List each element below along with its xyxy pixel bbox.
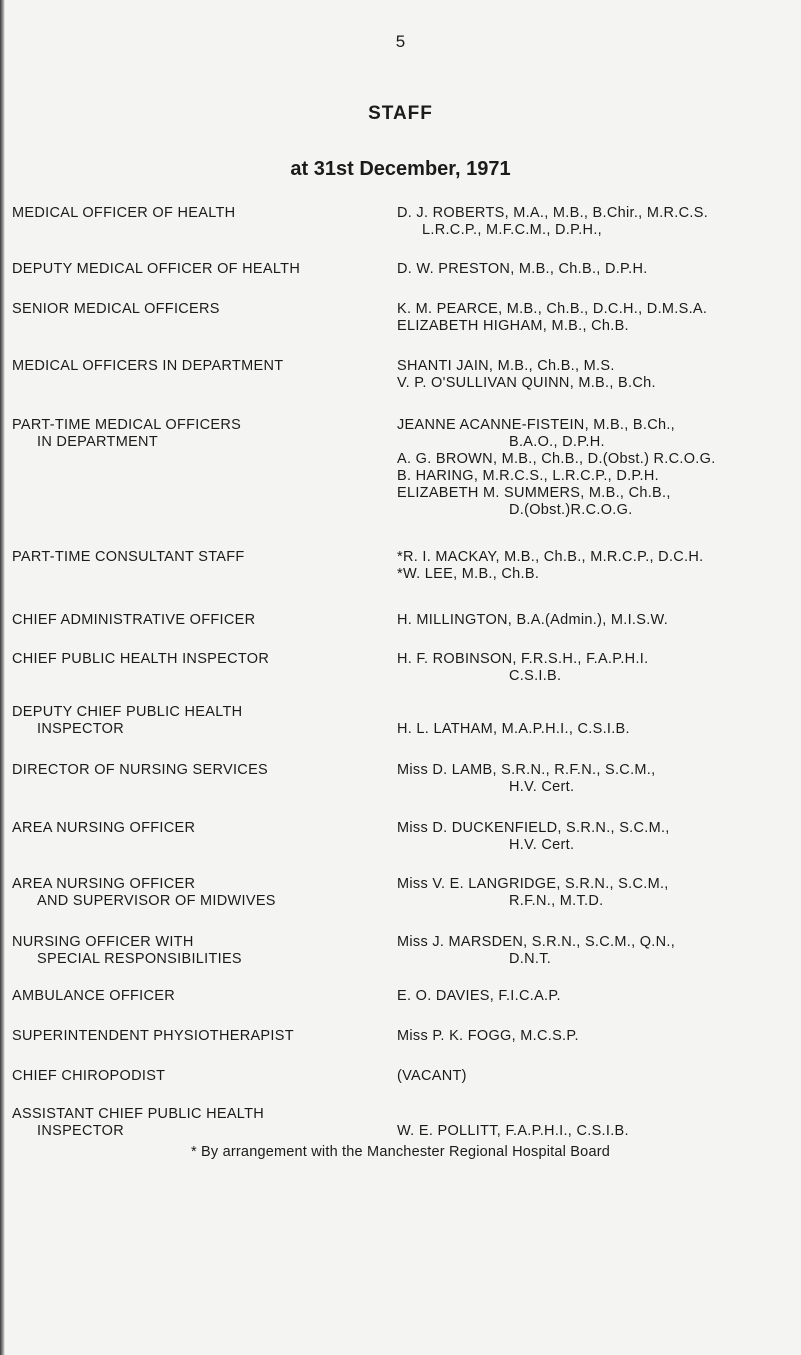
name-line: W. E. POLLITT, F.A.P.H.I., C.S.I.B. [397,1123,629,1139]
name-line: Miss D. DUCKENFIELD, S.R.N., S.C.M., [397,820,670,836]
role-line: DEPUTY CHIEF PUBLIC HEALTH [12,704,243,720]
page-number: 5 [395,32,406,51]
role-title [12,1068,382,1085]
staff-names [397,762,792,796]
name-line: R.F.N., M.T.D. [509,893,604,909]
name-line: C.S.I.B. [509,668,562,684]
name-line [397,1106,792,1123]
name-line: (VACANT) [397,1068,467,1084]
role-title [12,417,382,451]
name-line: Miss V. E. LANGRIDGE, S.R.N., S.C.M., [397,876,669,892]
name-line: ELIZABETH HIGHAM, M.B., Ch.B. [397,318,629,334]
name-line: D.(Obst.)R.C.O.G. [509,502,633,518]
role-title [12,988,382,1005]
footnote: * By arrangement with the Manchester Regional Hospital Board [190,1144,611,1160]
name-line: L.R.C.P., M.F.C.M., D.P.H., [422,222,602,238]
staff-names [397,1106,792,1140]
staff-names [397,820,792,854]
name-line: Miss P. K. FOGG, M.C.S.P. [397,1028,579,1044]
staff-names [397,549,792,583]
name-line: D.N.T. [509,951,552,967]
role-line: NURSING OFFICER WITH [12,934,194,950]
page-subtitle: at 31st December, 1971 [290,158,511,180]
role-title [12,1028,382,1045]
staff-names [397,1068,792,1085]
page-title: STAFF [368,103,433,124]
staff-names [397,988,792,1005]
role-title [12,651,382,668]
role-title [12,549,382,566]
staff-names [397,261,792,278]
role-line: CHIEF CHIROPODIST [12,1068,166,1084]
role-title [12,1106,382,1140]
role-title [12,358,382,375]
name-line: D. J. ROBERTS, M.A., M.B., B.Chir., M.R.C.S. [397,205,709,221]
name-line: B. HARING, M.R.C.S., L.R.C.P., D.P.H. [397,468,659,484]
name-line: E. O. DAVIES, F.I.C.A.P. [397,988,561,1004]
role-line: IN DEPARTMENT [37,434,158,450]
role-title [12,301,382,318]
staff-names [397,704,792,738]
role-line: PART-TIME CONSULTANT STAFF [12,549,245,565]
name-line: H. L. LATHAM, M.A.P.H.I., C.S.I.B. [397,721,630,737]
name-line: A. G. BROWN, M.B., Ch.B., D.(Obst.) R.C.O.G. [397,451,716,467]
role-line: INSPECTOR [37,1123,125,1139]
staff-names [397,1028,792,1045]
role-title [12,612,382,629]
name-line [397,704,792,721]
name-line: H.V. Cert. [509,837,575,853]
name-line: ELIZABETH M. SUMMERS, M.B., Ch.B., [397,485,671,501]
role-title [12,704,382,738]
role-line: AREA NURSING OFFICER [12,876,196,892]
role-title [12,762,382,779]
role-line: SENIOR MEDICAL OFFICERS [12,301,220,317]
role-line: SUPERINTENDENT PHYSIOTHERAPIST [12,1028,294,1044]
name-line: D. W. PRESTON, M.B., Ch.B., D.P.H. [397,261,648,277]
staff-names [397,205,792,239]
staff-names [397,934,792,968]
role-title [12,876,382,910]
role-title [12,934,382,968]
name-line: *R. I. MACKAY, M.B., Ch.B., M.R.C.P., D.C.H. [397,549,704,565]
role-line: AREA NURSING OFFICER [12,820,196,836]
role-line: DIRECTOR OF NURSING SERVICES [12,762,269,778]
role-line: ASSISTANT CHIEF PUBLIC HEALTH [12,1106,265,1122]
role-line: SPECIAL RESPONSIBILITIES [37,951,242,967]
role-line: AMBULANCE OFFICER [12,988,176,1004]
role-title [12,820,382,837]
role-line: MEDICAL OFFICERS IN DEPARTMENT [12,358,284,374]
staff-names [397,651,792,685]
name-line: *W. LEE, M.B., Ch.B. [397,566,540,582]
role-line: AND SUPERVISOR OF MIDWIVES [37,893,276,909]
name-line: H. MILLINGTON, B.A.(Admin.), M.I.S.W. [397,612,669,628]
staff-names [397,612,792,629]
role-line: INSPECTOR [37,721,125,737]
name-line: Miss D. LAMB, S.R.N., R.F.N., S.C.M., [397,762,656,778]
staff-names [397,876,792,910]
staff-names [397,301,792,335]
name-line: B.A.O., D.P.H. [509,434,605,450]
role-line: PART-TIME MEDICAL OFFICERS [12,417,242,433]
staff-names [397,417,792,519]
role-title [12,205,382,222]
role-line: CHIEF PUBLIC HEALTH INSPECTOR [12,651,270,667]
role-line: CHIEF ADMINISTRATIVE OFFICER [12,612,256,628]
staff-names [397,358,792,392]
name-line: K. M. PEARCE, M.B., Ch.B., D.C.H., D.M.S.A. [397,301,708,317]
role-title [12,261,382,278]
name-line: SHANTI JAIN, M.B., Ch.B., M.S. [397,358,615,374]
role-line: MEDICAL OFFICER OF HEALTH [12,205,236,221]
role-line: DEPUTY MEDICAL OFFICER OF HEALTH [12,261,301,277]
name-line: Miss J. MARSDEN, S.R.N., S.C.M., Q.N., [397,934,676,950]
name-line: JEANNE ACANNE-FISTEIN, M.B., B.Ch., [397,417,675,433]
name-line: H.V. Cert. [509,779,575,795]
name-line: V. P. O'SULLIVAN QUINN, M.B., B.Ch. [397,375,656,391]
name-line: H. F. ROBINSON, F.R.S.H., F.A.P.H.I. [397,651,649,667]
